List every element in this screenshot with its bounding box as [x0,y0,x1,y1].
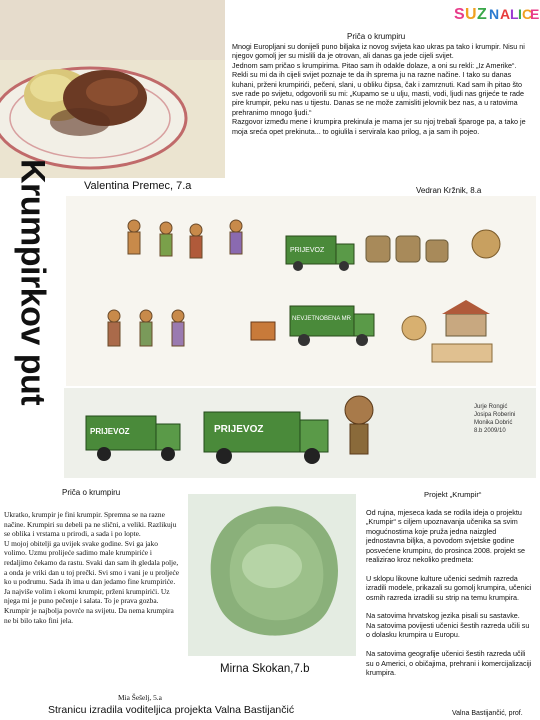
left-column-title: Priča o krumpiru [62,488,121,497]
svg-text:N: N [489,6,500,22]
suznalice-logo [452,2,540,24]
svg-text:I: I [518,6,522,22]
right-column-title: Projekt „Krumpir“ [424,490,482,499]
svg-text:A: A [500,6,511,22]
drawing-names: Jurje Rongić Josipa Roberini Monika Dobrić 8.b 2009/10 [474,404,516,434]
truck-4-label: PRIJEVOZ [214,424,264,435]
comic-drawing [66,196,536,386]
truck-3-label: PRIJEVOZ [90,427,130,436]
potato-plate-painting [0,0,225,178]
right-column-text: Od rujna, mjeseca kada se rodila ideja o projektu „Krumpir“ s ciljem upoznavanja učenika sa svim mogućnostima koje pruža jedna naizgled jednostavna biljka, a povodom svjetske godine posvećene krumpiru, do prosinca 2008. projekt se realizirao kroz nekoliko predmeta: U sklopu likovne kulture učenici sedmih razreda izradili modele, prikazali su gomolj krumpira, učenici osmih razreda izradili su strip na temu krumpira. Na satovima hrvatskog jezika pisali su sastavke. Na satovima povijesti učenici šestih razreda učili su o dolasku krumpira u Europu. Na satovima geografije učenici šestih razreda učili su o Americi, o običajima, prehrani i komercijalizaciji krumpira. [366,508,532,677]
truck-1-label: PRIJEVOZ [290,247,325,254]
top-story-title: Priča o krumpiru [347,32,406,41]
top-left-author: Valentina Premec, 7.a [84,180,192,192]
vertical-title [0,158,64,406]
bottom-mid-author: Mirna Skokan,7.b [220,663,310,675]
svg-text:E: E [530,6,540,22]
svg-text:S: S [454,6,465,23]
svg-text:Z: Z [477,6,487,23]
svg-text:U: U [465,6,477,23]
project-signature: Valna Bastijančić, prof. [452,710,523,717]
svg-text:L: L [510,6,519,22]
left-column-text: Ukratko, krumpir je fini krumpir. Spremna se na razne načine. Krumpiri su debeli pa ne slični, a veliki. Razlikuju se oblika i vrstama u prirodi, a sada i po lopte. U mojoj obitelji ga uvijek svake godine. Svi ga jako volimo. Uzmu prolijeće sadimo male krumpiriće i redaljimo čekamo da rastu. Svaki dan sam ih gledala polje, a onda je vriki dan u toj prečki. Svi smo i vani je u proljeće ko u podrumu. Sada ih ima u dan jedamo fine krumpiriće. Ja najviše volim i ekorni krumpir, prženi krumpirići. Uz njega mi je puno pečenje i salata. To je prava gozba. Krumpir je najbolja povrće na svijetu. Da nema krumpira ne bi bilo tako fini jela. [4,510,180,625]
trucks-drawing [64,388,536,478]
svg-text:C: C [522,6,533,22]
footer-credit: Stranicu izradila voditeljica projekta Valna Bastijančić [48,704,295,716]
sign-text-label: NEVJETNOBENA MR [292,316,352,322]
vertical-title-text: Krumpirkov put [13,158,52,406]
top-story-text: Mnogi Europljani su donijeli puno biljaka iz novog svijeta kao ukras pa tako i krumpir. Nisu ni njegov gomolj jer su mislili da je otrovan, ali danas ga jede cijeli svijet. Jednom sam pričao s krumpirima. Pitao sam ih odakle dolaze, a oni su rekli: „Iz Amerike“. Rekli su mi da ih cijeli svijet poznaje te da ih sprema ju na razne načine. I tako su danas kuhani, prženi krumpirići, pečeni, slani, u obliku čipsa, čak i zamrznuti. Kad sam ih pitao što sve rade po svijetu, odgovorili su mi: „Kupamo se u ulju, masti, vodi, ljudi nas grijeće te rade pire krumpir, peku nas u tijestu. Danas se ne može zamisliti jelovnik bez nas, a u ratovima prehranimo mnogo ljudi.“ Razgovor između mene i krumpira prekinula je mama jer su njoj trebali šparoge pa, a tako je moja sreća opet prekinuta... to ogiulila i servirala kao prilog, a ja sam ih pojeo. [232,42,526,136]
top-right-author: Vedran Kržnik, 8.a [416,186,482,195]
bottom-left-author: Mia Šešelj, 5.a [118,693,162,702]
green-potato-painting [188,494,356,656]
